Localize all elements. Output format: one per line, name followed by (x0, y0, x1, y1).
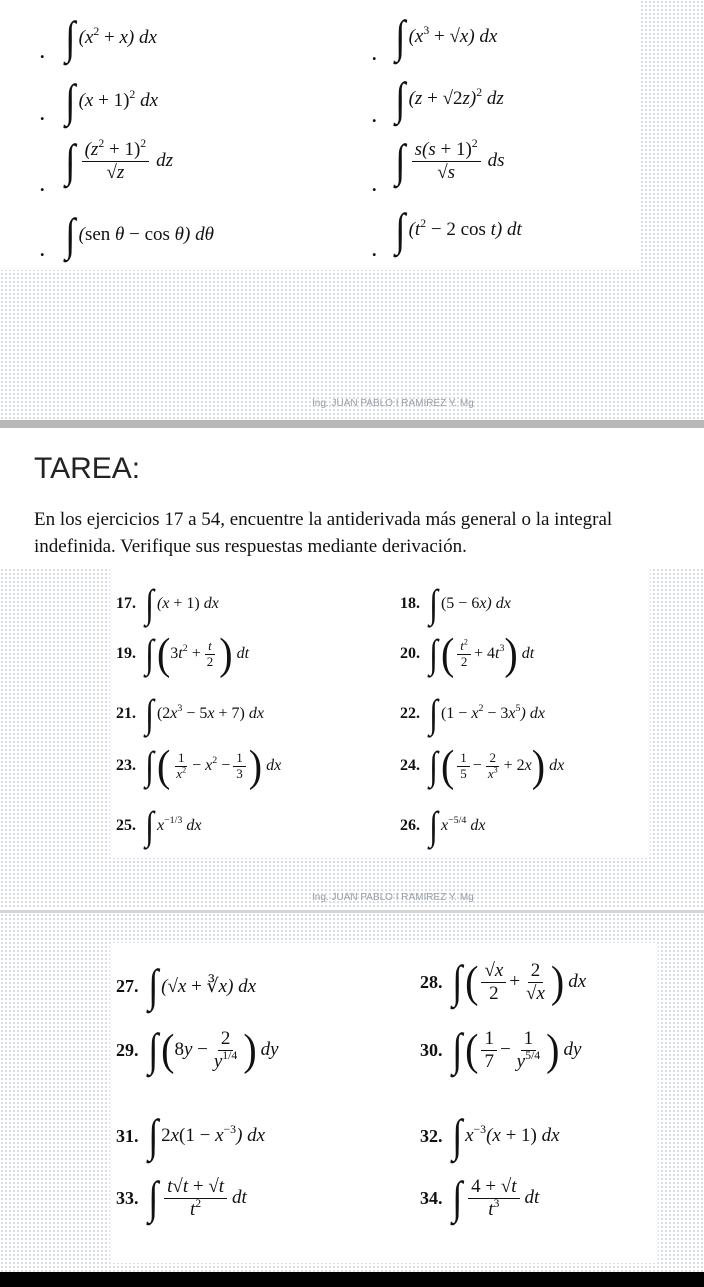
bullet: . (40, 240, 45, 260)
integral-left-3: ∫ $\frac{(z^2 + 1)^2}{√z}$ dz (65, 135, 174, 186)
exercise-21: 21. ∫ $(2x^3 - 5x + 7)$ dx (116, 691, 264, 736)
page-footer: Ing. JUAN PABLO I RAMIREZ Y. Mg (312, 892, 474, 903)
bullet: . (372, 175, 377, 195)
exercise-20: 20. ∫ ( $\frac{t^2}{2}$ + $4t^3$ ) dt (400, 628, 535, 679)
exercise-25: 25. ∫ $x^{-1/3}$ dx (116, 803, 202, 848)
exercise-17: 17. ∫ (x + 1) dx (116, 581, 219, 626)
exercise-28: 28. ∫ ( $\frac{√x}{2}$ + $\frac{2}{√x}$ ) dx (420, 956, 587, 1007)
exercise-32: 32. ∫ $x^{-3}(x + 1)$ dx (420, 1110, 560, 1161)
page-1 (0, 0, 704, 420)
exercise-31: 31. ∫ $2x(1 - x^{-3})$ dx (116, 1110, 266, 1161)
exercise-23: 23. ∫ ( $\frac{1}{x^2}$ − $x^2$ − $\frac{1}{3}$ ) dx (116, 740, 282, 791)
bullet: . (372, 44, 377, 64)
exercise-34: 34. ∫ $\frac{4 + √t}{t^3}$ dt (420, 1172, 540, 1223)
instructions: En los ejercicios 17 a 54, encuentre la antiderivada más general o la integral indefinida. Verifique sus respuestas mediante derivación. (34, 509, 613, 557)
page-title: TAREA: (34, 452, 141, 485)
integral-right-1: ∫ $(x^3 + √x)$ dx (395, 11, 498, 62)
integral-right-2: ∫ $(z + √2z)^2$ dz (395, 73, 504, 124)
page-footer: Ing. JUAN PABLO I RAMIREZ Y. Mg (312, 398, 474, 409)
exercise-18: 18. ∫ (5 − 6x) dx (400, 581, 511, 626)
bottom-bar (0, 1272, 704, 1287)
integral-left-2: ∫ $(x + 1)^2$ dx (65, 75, 158, 126)
bullet: . (40, 175, 45, 195)
exercise-26: 26. ∫ $x^{-5/4}$ dx (400, 803, 486, 848)
exercise-33: 33. ∫ $\frac{t√t + √t}{t^2}$ dt (116, 1172, 247, 1223)
page-separator (0, 420, 704, 428)
bullet: . (372, 240, 377, 260)
bullet: . (372, 106, 377, 126)
integral-left-1: ∫ $(x^2 + x)$ dx (65, 12, 157, 63)
integral-left-4: ∫ (sen θ − cos θ) dθ (65, 209, 214, 260)
exercise-27: 27. ∫ (√x + ∛x) dx (116, 960, 257, 1011)
integral-right-4: ∫ ($t^2 - 2$ cos t) dt (395, 204, 522, 255)
exercise-22: 22. ∫ $(1 - x^2 - 3x^5)$ dx (400, 691, 545, 736)
exercise-29: 29. ∫ ( 8y − $\frac{2}{y^{1/4}}$ ) dy (116, 1024, 279, 1075)
bullet: . (40, 104, 45, 124)
bullet: . (40, 42, 45, 62)
exercise-24: 24. ∫ ( $\frac{1}{5}$ − $\frac{2}{x^3}$ + 2x ) dx (400, 740, 565, 791)
page-2 (0, 428, 704, 908)
exercise-19: 19. ∫ ( $3t^2$ + $\frac{t}{2}$ ) dt (116, 628, 250, 679)
integral-right-3: ∫ $\frac{s(s + 1)^2}{√s}$ ds (395, 135, 505, 186)
page-3 (0, 913, 704, 1272)
exercise-30: 30. ∫ ( $\frac{1}{7}$ − $\frac{1}{y^{5/4}}$ ) dy (420, 1024, 582, 1075)
